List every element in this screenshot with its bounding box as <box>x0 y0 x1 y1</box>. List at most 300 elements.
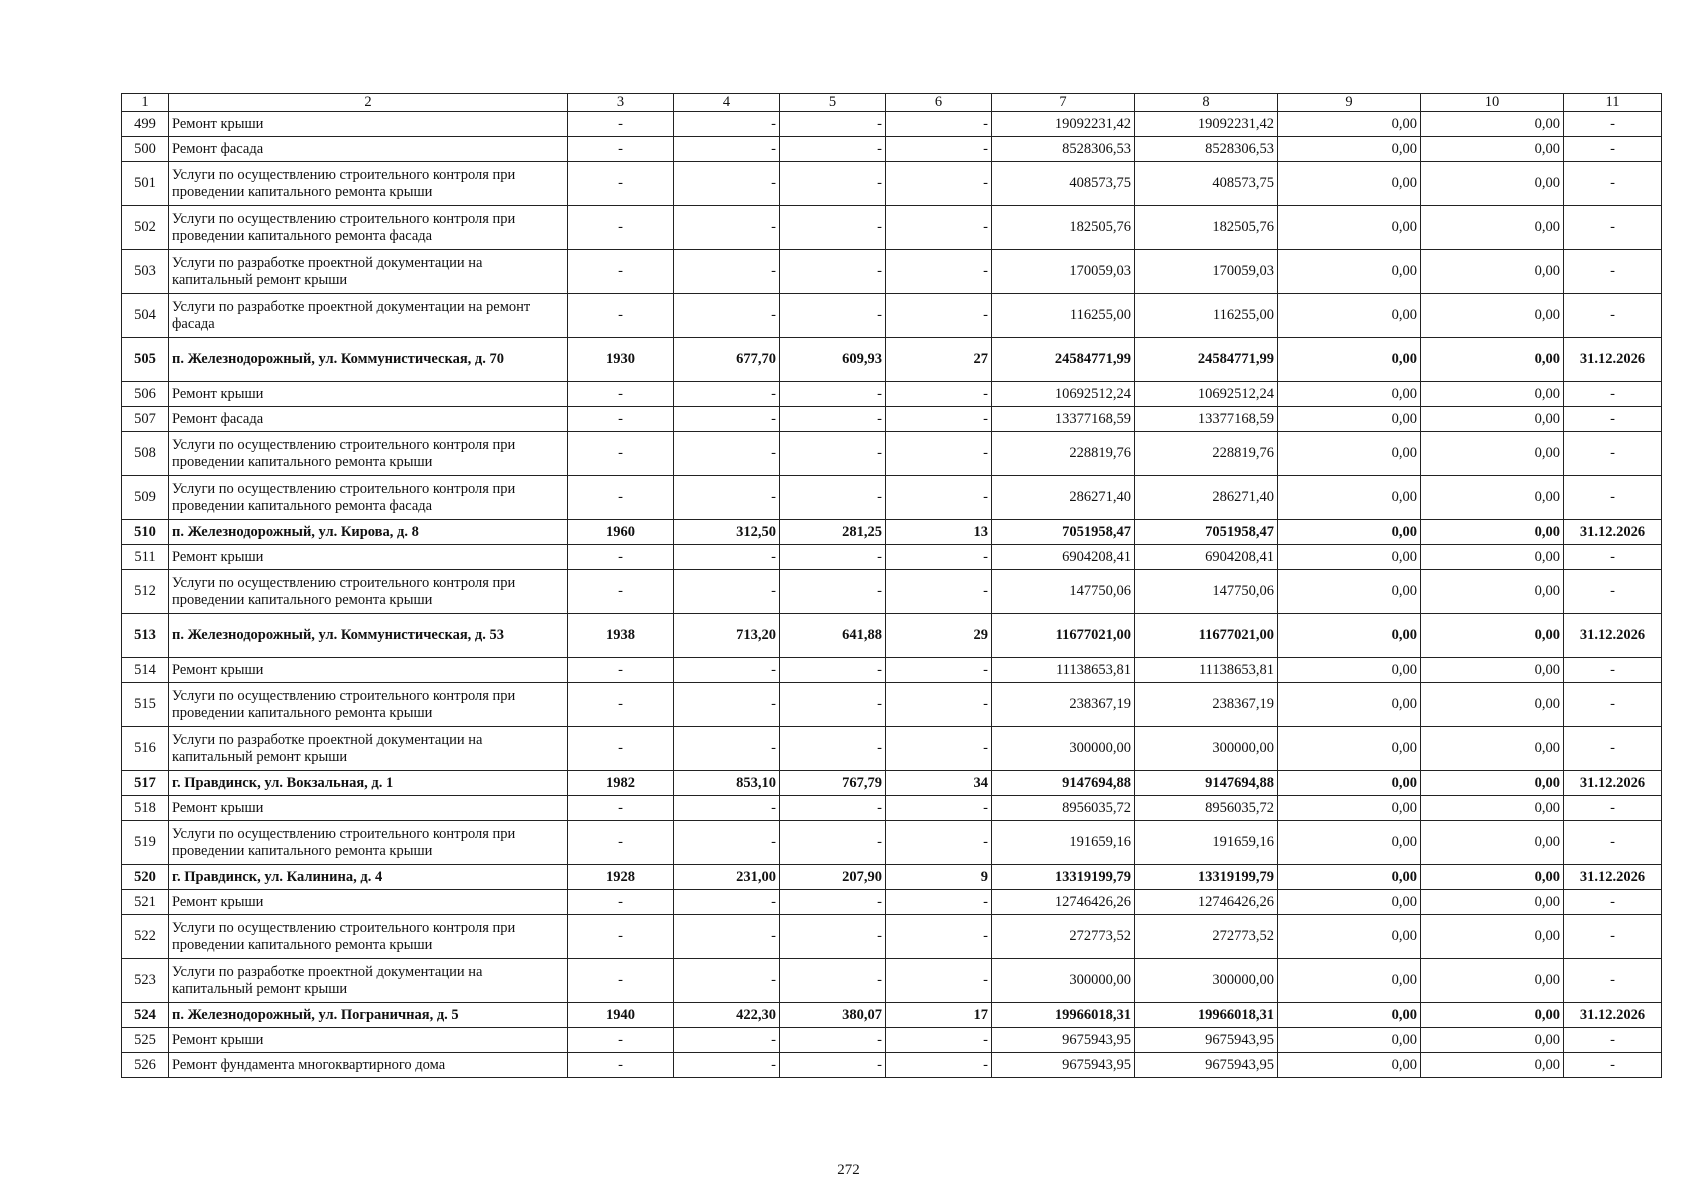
cost-other-cell: 0,00 <box>1421 1028 1564 1053</box>
cost-other-cell: 0,00 <box>1421 683 1564 727</box>
row-number-cell: 525 <box>122 1028 169 1053</box>
row-number-cell: 499 <box>122 112 169 137</box>
work-item-row <box>122 476 1662 520</box>
cost-other-cell: 0,00 <box>1421 570 1564 614</box>
row-name-cell: Услуги по осуществлению строительного контроля при проведении капитального ремонта крыши <box>169 432 568 476</box>
deadline-cell: - <box>1564 796 1662 821</box>
row-number-cell: 512 <box>122 570 169 614</box>
area-total-cell: 312,50 <box>674 520 780 545</box>
row-number-cell: 519 <box>122 821 169 865</box>
work-item-row <box>122 407 1662 432</box>
deadline-cell: - <box>1564 1053 1662 1078</box>
cost-fund-cell: 24584771,99 <box>1135 338 1278 382</box>
area-living-cell: - <box>780 821 886 865</box>
work-item-row <box>122 570 1662 614</box>
deadline-cell: - <box>1564 890 1662 915</box>
cost-budget-cell: 0,00 <box>1278 382 1421 407</box>
area-total-cell: - <box>674 432 780 476</box>
cost-fund-cell: 9147694,88 <box>1135 771 1278 796</box>
residents-cell: - <box>886 407 992 432</box>
row-name-cell: Услуги по разработке проектной документации на капитальный ремонт крыши <box>169 959 568 1003</box>
column-header: 4 <box>674 94 780 112</box>
residents-cell: - <box>886 250 992 294</box>
cost-fund-cell: 147750,06 <box>1135 570 1278 614</box>
row-number-cell: 511 <box>122 545 169 570</box>
cost-budget-cell: 0,00 <box>1278 250 1421 294</box>
column-header: 3 <box>568 94 674 112</box>
row-number-cell: 516 <box>122 727 169 771</box>
work-item-row <box>122 137 1662 162</box>
residents-cell: - <box>886 959 992 1003</box>
area-total-cell: 713,20 <box>674 614 780 658</box>
deadline-cell: - <box>1564 294 1662 338</box>
cost-total-cell: 286271,40 <box>992 476 1135 520</box>
cost-budget-cell: 0,00 <box>1278 1028 1421 1053</box>
area-living-cell: - <box>780 476 886 520</box>
deadline-cell: - <box>1564 658 1662 683</box>
row-name-cell: Ремонт крыши <box>169 796 568 821</box>
cost-fund-cell: 191659,16 <box>1135 821 1278 865</box>
cost-budget-cell: 0,00 <box>1278 614 1421 658</box>
cost-other-cell: 0,00 <box>1421 614 1564 658</box>
cost-budget-cell: 0,00 <box>1278 658 1421 683</box>
area-living-cell: 207,90 <box>780 865 886 890</box>
area-total-cell: - <box>674 570 780 614</box>
residents-cell: - <box>886 137 992 162</box>
cost-total-cell: 408573,75 <box>992 162 1135 206</box>
row-number-cell: 524 <box>122 1003 169 1028</box>
row-name-cell: Ремонт фасада <box>169 407 568 432</box>
area-total-cell: - <box>674 821 780 865</box>
deadline-cell: - <box>1564 915 1662 959</box>
area-total-cell: - <box>674 1028 780 1053</box>
cost-total-cell: 11677021,00 <box>992 614 1135 658</box>
work-item-row <box>122 382 1662 407</box>
cost-total-cell: 11138653,81 <box>992 658 1135 683</box>
cost-budget-cell: 0,00 <box>1278 683 1421 727</box>
residents-cell: - <box>886 796 992 821</box>
work-item-row <box>122 206 1662 250</box>
area-total-cell: 231,00 <box>674 865 780 890</box>
year-cell: - <box>568 683 674 727</box>
row-name-cell: Услуги по осуществлению строительного контроля при проведении капитального ремонта крыши <box>169 683 568 727</box>
cost-budget-cell: 0,00 <box>1278 865 1421 890</box>
cost-fund-cell: 8528306,53 <box>1135 137 1278 162</box>
cost-fund-cell: 6904208,41 <box>1135 545 1278 570</box>
cost-budget-cell: 0,00 <box>1278 137 1421 162</box>
row-number-cell: 520 <box>122 865 169 890</box>
area-total-cell: - <box>674 162 780 206</box>
cost-total-cell: 12746426,26 <box>992 890 1135 915</box>
year-cell: - <box>568 407 674 432</box>
cost-other-cell: 0,00 <box>1421 407 1564 432</box>
deadline-cell: - <box>1564 1028 1662 1053</box>
deadline-cell: - <box>1564 476 1662 520</box>
row-number-cell: 515 <box>122 683 169 727</box>
building-row <box>122 338 1662 382</box>
cost-other-cell: 0,00 <box>1421 250 1564 294</box>
residents-cell: - <box>886 821 992 865</box>
work-item-row <box>122 162 1662 206</box>
row-name-cell: Услуги по разработке проектной документации на ремонт фасада <box>169 294 568 338</box>
row-number-cell: 523 <box>122 959 169 1003</box>
residents-cell: - <box>886 570 992 614</box>
deadline-cell: 31.12.2026 <box>1564 865 1662 890</box>
residents-cell: - <box>886 162 992 206</box>
row-name-cell: п. Железнодорожный, ул. Коммунистическая, д. 53 <box>169 614 568 658</box>
cost-other-cell: 0,00 <box>1421 959 1564 1003</box>
row-number-cell: 510 <box>122 520 169 545</box>
row-name-cell: Услуги по осуществлению строительного контроля при проведении капитального ремонта фасада <box>169 206 568 250</box>
column-header: 8 <box>1135 94 1278 112</box>
column-header: 7 <box>992 94 1135 112</box>
residents-cell: - <box>886 683 992 727</box>
area-living-cell: - <box>780 683 886 727</box>
cost-fund-cell: 286271,40 <box>1135 476 1278 520</box>
building-row <box>122 1003 1662 1028</box>
deadline-cell: 31.12.2026 <box>1564 614 1662 658</box>
residents-cell: - <box>886 206 992 250</box>
residents-cell: 9 <box>886 865 992 890</box>
cost-other-cell: 0,00 <box>1421 162 1564 206</box>
row-number-cell: 514 <box>122 658 169 683</box>
year-cell: - <box>568 570 674 614</box>
row-name-cell: Услуги по осуществлению строительного контроля при проведении капитального ремонта крыши <box>169 821 568 865</box>
cost-budget-cell: 0,00 <box>1278 432 1421 476</box>
year-cell: - <box>568 796 674 821</box>
residents-cell: - <box>886 382 992 407</box>
year-cell: - <box>568 959 674 1003</box>
residents-cell: - <box>886 476 992 520</box>
column-header: 1 <box>122 94 169 112</box>
cost-budget-cell: 0,00 <box>1278 821 1421 865</box>
row-name-cell: п. Железнодорожный, ул. Кирова, д. 8 <box>169 520 568 545</box>
cost-other-cell: 0,00 <box>1421 432 1564 476</box>
area-total-cell: - <box>674 658 780 683</box>
area-living-cell: 281,25 <box>780 520 886 545</box>
cost-budget-cell: 0,00 <box>1278 112 1421 137</box>
row-number-cell: 513 <box>122 614 169 658</box>
cost-budget-cell: 0,00 <box>1278 476 1421 520</box>
cost-total-cell: 9147694,88 <box>992 771 1135 796</box>
residents-cell: - <box>886 294 992 338</box>
year-cell: - <box>568 206 674 250</box>
cost-fund-cell: 170059,03 <box>1135 250 1278 294</box>
row-name-cell: Ремонт крыши <box>169 890 568 915</box>
area-living-cell: - <box>780 570 886 614</box>
deadline-cell: - <box>1564 162 1662 206</box>
cost-other-cell: 0,00 <box>1421 520 1564 545</box>
area-living-cell: - <box>780 112 886 137</box>
row-number-cell: 505 <box>122 338 169 382</box>
cost-other-cell: 0,00 <box>1421 476 1564 520</box>
work-item-row <box>122 432 1662 476</box>
area-living-cell: - <box>780 796 886 821</box>
area-living-cell: - <box>780 250 886 294</box>
cost-fund-cell: 116255,00 <box>1135 294 1278 338</box>
cost-total-cell: 300000,00 <box>992 727 1135 771</box>
cost-fund-cell: 9675943,95 <box>1135 1053 1278 1078</box>
deadline-cell: 31.12.2026 <box>1564 338 1662 382</box>
cost-total-cell: 9675943,95 <box>992 1053 1135 1078</box>
cost-total-cell: 6904208,41 <box>992 545 1135 570</box>
area-total-cell: - <box>674 1053 780 1078</box>
cost-other-cell: 0,00 <box>1421 1053 1564 1078</box>
area-total-cell: 853,10 <box>674 771 780 796</box>
residents-cell: - <box>886 915 992 959</box>
cost-fund-cell: 182505,76 <box>1135 206 1278 250</box>
cost-total-cell: 228819,76 <box>992 432 1135 476</box>
row-name-cell: Услуги по осуществлению строительного контроля при проведении капитального ремонта крыши <box>169 162 568 206</box>
cost-budget-cell: 0,00 <box>1278 1053 1421 1078</box>
work-item-row <box>122 658 1662 683</box>
cost-total-cell: 272773,52 <box>992 915 1135 959</box>
cost-budget-cell: 0,00 <box>1278 890 1421 915</box>
residents-cell: 27 <box>886 338 992 382</box>
residents-cell: - <box>886 890 992 915</box>
row-number-cell: 502 <box>122 206 169 250</box>
area-total-cell: - <box>674 890 780 915</box>
deadline-cell: - <box>1564 407 1662 432</box>
building-row <box>122 614 1662 658</box>
year-cell: 1982 <box>568 771 674 796</box>
area-total-cell: - <box>674 915 780 959</box>
column-header: 10 <box>1421 94 1564 112</box>
row-number-cell: 500 <box>122 137 169 162</box>
area-total-cell: - <box>674 727 780 771</box>
cost-other-cell: 0,00 <box>1421 338 1564 382</box>
cost-total-cell: 19966018,31 <box>992 1003 1135 1028</box>
year-cell: - <box>568 1028 674 1053</box>
deadline-cell: - <box>1564 727 1662 771</box>
residents-cell: - <box>886 658 992 683</box>
row-name-cell: Услуги по осуществлению строительного контроля при проведении капитального ремонта крыши <box>169 915 568 959</box>
cost-fund-cell: 11677021,00 <box>1135 614 1278 658</box>
work-item-row <box>122 1053 1662 1078</box>
area-living-cell: 767,79 <box>780 771 886 796</box>
area-living-cell: - <box>780 1053 886 1078</box>
residents-cell: - <box>886 432 992 476</box>
area-living-cell: - <box>780 294 886 338</box>
year-cell: - <box>568 545 674 570</box>
work-item-row <box>122 796 1662 821</box>
work-item-row <box>122 294 1662 338</box>
cost-other-cell: 0,00 <box>1421 1003 1564 1028</box>
cost-total-cell: 238367,19 <box>992 683 1135 727</box>
cost-other-cell: 0,00 <box>1421 382 1564 407</box>
work-item-row <box>122 545 1662 570</box>
repair-plan-table <box>121 93 1662 1078</box>
year-cell: - <box>568 294 674 338</box>
cost-budget-cell: 0,00 <box>1278 727 1421 771</box>
area-living-cell: - <box>780 382 886 407</box>
building-row <box>122 771 1662 796</box>
row-name-cell: п. Железнодорожный, ул. Коммунистическая, д. 70 <box>169 338 568 382</box>
area-living-cell: - <box>780 959 886 1003</box>
row-name-cell: Ремонт фасада <box>169 137 568 162</box>
cost-other-cell: 0,00 <box>1421 865 1564 890</box>
residents-cell: 29 <box>886 614 992 658</box>
year-cell: 1938 <box>568 614 674 658</box>
cost-budget-cell: 0,00 <box>1278 771 1421 796</box>
year-cell: - <box>568 250 674 294</box>
year-cell: - <box>568 890 674 915</box>
row-name-cell: Ремонт фундамента многоквартирного дома <box>169 1053 568 1078</box>
row-number-cell: 501 <box>122 162 169 206</box>
row-name-cell: п. Железнодорожный, ул. Пограничная, д. 5 <box>169 1003 568 1028</box>
cost-total-cell: 191659,16 <box>992 821 1135 865</box>
cost-other-cell: 0,00 <box>1421 294 1564 338</box>
cost-total-cell: 300000,00 <box>992 959 1135 1003</box>
cost-fund-cell: 7051958,47 <box>1135 520 1278 545</box>
cost-fund-cell: 13377168,59 <box>1135 407 1278 432</box>
year-cell: - <box>568 432 674 476</box>
work-item-row <box>122 250 1662 294</box>
cost-fund-cell: 8956035,72 <box>1135 796 1278 821</box>
column-number-header-row <box>122 94 1662 112</box>
cost-other-cell: 0,00 <box>1421 890 1564 915</box>
cost-total-cell: 182505,76 <box>992 206 1135 250</box>
cost-fund-cell: 300000,00 <box>1135 959 1278 1003</box>
cost-fund-cell: 13319199,79 <box>1135 865 1278 890</box>
work-item-row <box>122 821 1662 865</box>
deadline-cell: - <box>1564 112 1662 137</box>
cost-other-cell: 0,00 <box>1421 206 1564 250</box>
cost-total-cell: 10692512,24 <box>992 382 1135 407</box>
row-number-cell: 506 <box>122 382 169 407</box>
area-living-cell: - <box>780 407 886 432</box>
cost-fund-cell: 238367,19 <box>1135 683 1278 727</box>
cost-fund-cell: 11138653,81 <box>1135 658 1278 683</box>
year-cell: 1960 <box>568 520 674 545</box>
building-row <box>122 520 1662 545</box>
cost-budget-cell: 0,00 <box>1278 206 1421 250</box>
area-living-cell: - <box>780 727 886 771</box>
area-total-cell: - <box>674 959 780 1003</box>
cost-budget-cell: 0,00 <box>1278 796 1421 821</box>
year-cell: - <box>568 382 674 407</box>
cost-fund-cell: 408573,75 <box>1135 162 1278 206</box>
year-cell: - <box>568 915 674 959</box>
work-item-row <box>122 727 1662 771</box>
cost-fund-cell: 10692512,24 <box>1135 382 1278 407</box>
row-name-cell: Ремонт крыши <box>169 545 568 570</box>
cost-other-cell: 0,00 <box>1421 915 1564 959</box>
row-number-cell: 526 <box>122 1053 169 1078</box>
year-cell: - <box>568 137 674 162</box>
cost-total-cell: 24584771,99 <box>992 338 1135 382</box>
deadline-cell: 31.12.2026 <box>1564 520 1662 545</box>
column-header: 6 <box>886 94 992 112</box>
residents-cell: - <box>886 1028 992 1053</box>
area-living-cell: - <box>780 915 886 959</box>
year-cell: 1928 <box>568 865 674 890</box>
residents-cell: 17 <box>886 1003 992 1028</box>
year-cell: - <box>568 821 674 865</box>
deadline-cell: 31.12.2026 <box>1564 1003 1662 1028</box>
deadline-cell: - <box>1564 250 1662 294</box>
cost-total-cell: 13377168,59 <box>992 407 1135 432</box>
area-total-cell: - <box>674 382 780 407</box>
deadline-cell: - <box>1564 821 1662 865</box>
cost-total-cell: 170059,03 <box>992 250 1135 294</box>
cost-fund-cell: 12746426,26 <box>1135 890 1278 915</box>
row-name-cell: Услуги по осуществлению строительного контроля при проведении капитального ремонта крыши <box>169 570 568 614</box>
cost-budget-cell: 0,00 <box>1278 338 1421 382</box>
deadline-cell: - <box>1564 206 1662 250</box>
cost-total-cell: 116255,00 <box>992 294 1135 338</box>
cost-total-cell: 19092231,42 <box>992 112 1135 137</box>
residents-cell: 34 <box>886 771 992 796</box>
column-header: 11 <box>1564 94 1662 112</box>
area-living-cell: - <box>780 658 886 683</box>
area-total-cell: 422,30 <box>674 1003 780 1028</box>
area-total-cell: - <box>674 112 780 137</box>
row-number-cell: 518 <box>122 796 169 821</box>
row-number-cell: 508 <box>122 432 169 476</box>
year-cell: 1930 <box>568 338 674 382</box>
cost-budget-cell: 0,00 <box>1278 294 1421 338</box>
row-number-cell: 503 <box>122 250 169 294</box>
area-living-cell: - <box>780 1028 886 1053</box>
deadline-cell: - <box>1564 683 1662 727</box>
deadline-cell: - <box>1564 545 1662 570</box>
year-cell: - <box>568 1053 674 1078</box>
area-total-cell: - <box>674 137 780 162</box>
work-item-row <box>122 1028 1662 1053</box>
cost-budget-cell: 0,00 <box>1278 162 1421 206</box>
row-name-cell: Ремонт крыши <box>169 1028 568 1053</box>
row-name-cell: Ремонт крыши <box>169 112 568 137</box>
cost-other-cell: 0,00 <box>1421 727 1564 771</box>
row-number-cell: 517 <box>122 771 169 796</box>
row-name-cell: Услуги по осуществлению строительного контроля при проведении капитального ремонта фасада <box>169 476 568 520</box>
deadline-cell: - <box>1564 570 1662 614</box>
row-number-cell: 509 <box>122 476 169 520</box>
area-total-cell: - <box>674 796 780 821</box>
cost-other-cell: 0,00 <box>1421 137 1564 162</box>
deadline-cell: - <box>1564 432 1662 476</box>
year-cell: - <box>568 476 674 520</box>
cost-other-cell: 0,00 <box>1421 112 1564 137</box>
area-living-cell: - <box>780 162 886 206</box>
area-total-cell: - <box>674 250 780 294</box>
area-living-cell: - <box>780 206 886 250</box>
row-name-cell: Ремонт крыши <box>169 658 568 683</box>
cost-total-cell: 7051958,47 <box>992 520 1135 545</box>
deadline-cell: - <box>1564 137 1662 162</box>
area-total-cell: - <box>674 407 780 432</box>
year-cell: - <box>568 658 674 683</box>
cost-budget-cell: 0,00 <box>1278 520 1421 545</box>
cost-total-cell: 8528306,53 <box>992 137 1135 162</box>
area-living-cell: - <box>780 890 886 915</box>
area-total-cell: - <box>674 476 780 520</box>
row-number-cell: 521 <box>122 890 169 915</box>
row-name-cell: г. Правдинск, ул. Калинина, д. 4 <box>169 865 568 890</box>
work-item-row <box>122 890 1662 915</box>
residents-cell: - <box>886 545 992 570</box>
row-number-cell: 522 <box>122 915 169 959</box>
cost-other-cell: 0,00 <box>1421 545 1564 570</box>
cost-fund-cell: 19092231,42 <box>1135 112 1278 137</box>
row-name-cell: Ремонт крыши <box>169 382 568 407</box>
cost-total-cell: 8956035,72 <box>992 796 1135 821</box>
year-cell: 1940 <box>568 1003 674 1028</box>
work-item-row <box>122 959 1662 1003</box>
cost-other-cell: 0,00 <box>1421 821 1564 865</box>
column-header: 9 <box>1278 94 1421 112</box>
